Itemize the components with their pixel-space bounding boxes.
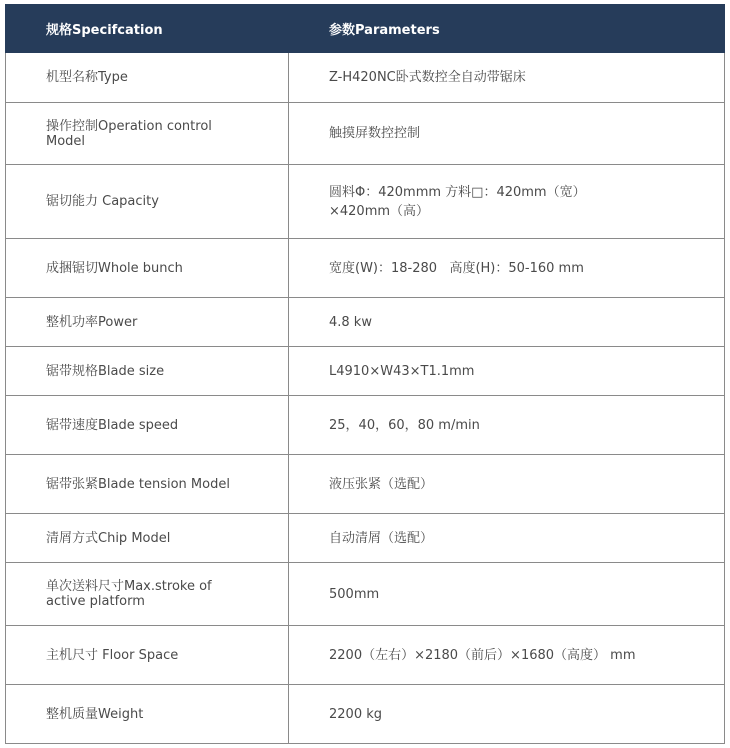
value-cell: 25，40，60，80 m/min bbox=[289, 396, 725, 455]
table-row bbox=[6, 298, 725, 347]
value-cell: 2200（左右）×2180（前后）×1680（高度） mm bbox=[289, 626, 725, 685]
table-row bbox=[6, 455, 725, 514]
spec-cell: 成捆锯切Whole bunch bbox=[6, 239, 289, 298]
value-cell: 触摸屏数控控制 bbox=[289, 103, 725, 165]
spec-cell: 清屑方式Chip Model bbox=[6, 514, 289, 563]
header-parameters: 参数Parameters bbox=[289, 5, 725, 53]
spec-cell: 锯带张紧Blade tension Model bbox=[6, 455, 289, 514]
value-cell: 圆料Φ：420mmm 方料□：420mm（宽）×420mm（高） bbox=[289, 165, 725, 239]
table-row bbox=[6, 626, 725, 685]
table-row bbox=[6, 347, 725, 396]
spec-cell: 整机功率Power bbox=[6, 298, 289, 347]
value-cell: 500mm bbox=[289, 563, 725, 626]
table-row bbox=[6, 514, 725, 563]
spec-cell: 锯带规格Blade size bbox=[6, 347, 289, 396]
header-row bbox=[6, 5, 725, 53]
table-row bbox=[6, 685, 725, 744]
value-cell: 自动清屑（选配） bbox=[289, 514, 725, 563]
table-row bbox=[6, 103, 725, 165]
spec-table bbox=[5, 4, 725, 744]
value-cell: 液压张紧（选配） bbox=[289, 455, 725, 514]
table-row bbox=[6, 165, 725, 239]
value-cell: 宽度(W)：18-280 高度(H)：50-160 mm bbox=[289, 239, 725, 298]
table-row bbox=[6, 563, 725, 626]
spec-cell: 整机质量Weight bbox=[6, 685, 289, 744]
value-cell: Z-H420NC卧式数控全自动带锯床 bbox=[289, 53, 725, 103]
value-cell: 4.8 kw bbox=[289, 298, 725, 347]
spec-cell: 锯切能力 Capacity bbox=[6, 165, 289, 239]
table-row bbox=[6, 396, 725, 455]
spec-cell: 操作控制Operation control Model bbox=[6, 103, 289, 165]
spec-cell: 锯带速度Blade speed bbox=[6, 396, 289, 455]
table-row bbox=[6, 53, 725, 103]
spec-table-container bbox=[5, 4, 724, 744]
spec-cell: 机型名称Type bbox=[6, 53, 289, 103]
header-spec: 规格Specifcation bbox=[6, 5, 289, 53]
spec-cell: 主机尺寸 Floor Space bbox=[6, 626, 289, 685]
value-cell: 2200 kg bbox=[289, 685, 725, 744]
spec-cell: 单次送料尺寸Max.stroke of active platform bbox=[6, 563, 289, 626]
table-row bbox=[6, 239, 725, 298]
value-cell: L4910×W43×T1.1mm bbox=[289, 347, 725, 396]
